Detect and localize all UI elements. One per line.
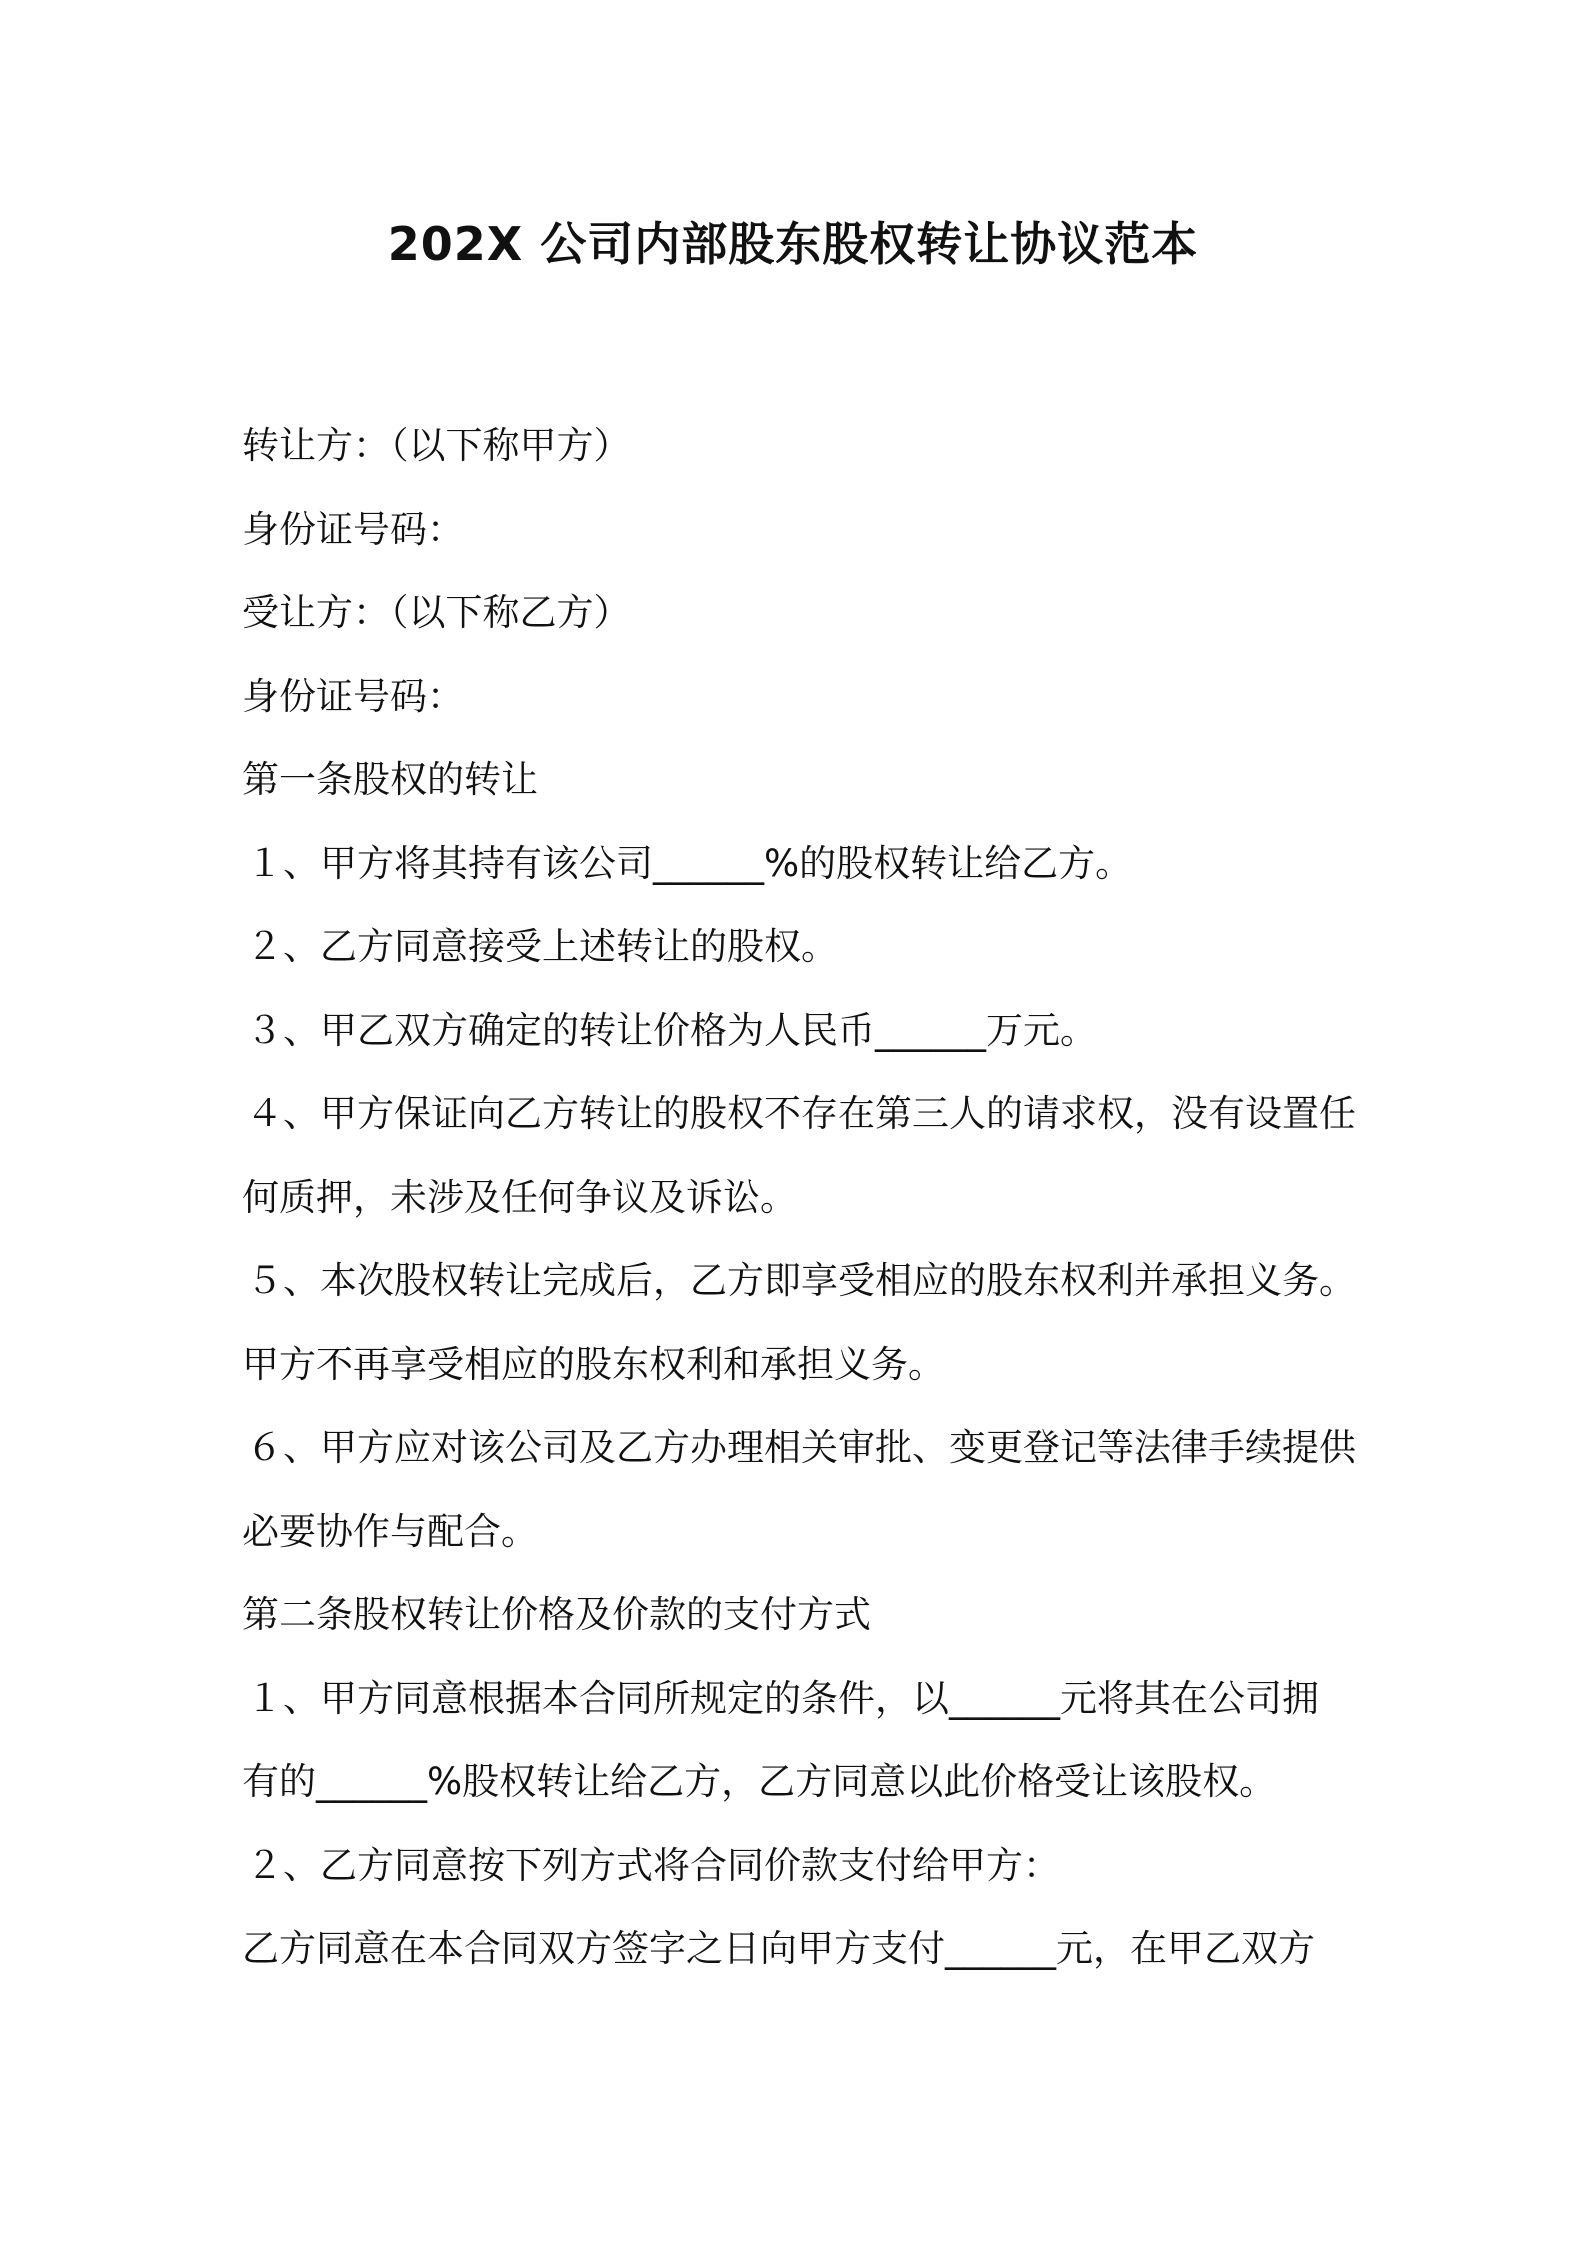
article-2-item-1-cont: 有的______%股权转让给乙方，乙方同意以此价格受让该股权。 (242, 1760, 1277, 1803)
article-1-item-6-cont: 必要协作与配合。 (242, 1509, 538, 1553)
document-title: 202X 公司内部股东股权转让协议范本 (387, 217, 1199, 271)
article-2-item-2: ２、乙方同意按下列方式将合同价款支付给甲方： (246, 1843, 1060, 1887)
transferee-id-line: 身份证号码： (242, 674, 464, 718)
transferor-id-line: 身份证号码： (242, 507, 464, 551)
transferor-line: 转让方：（以下称甲方） (242, 424, 631, 467)
document-body (242, 404, 1356, 1991)
article-2-payment-line: 乙方同意在本合同双方签字之日向甲方支付______元，在甲乙双方 (242, 1927, 1315, 1970)
article-1-item-4: ４、甲方保证向乙方转让的股权不存在第三人的请求权，没有设置任 (246, 1092, 1356, 1135)
article-1-item-6: ６、甲方应对该公司及乙方办理相关审批、变更登记等法律手续提供 (246, 1426, 1356, 1469)
article-1-item-5-cont: 甲方不再享受相应的股东权利和承担义务。 (242, 1342, 945, 1386)
transferee-line: 受让方：（以下称乙方） (242, 591, 631, 634)
article-1-item-5: ５、本次股权转让完成后，乙方即享受相应的股东权利并承担义务。 (246, 1259, 1356, 1302)
article-1-item-2: ２、乙方同意接受上述转让的股权。 (246, 925, 838, 968)
article-2-heading: 第二条股权转让价格及价款的支付方式 (242, 1593, 871, 1636)
article-2-item-1: １、甲方同意根据本合同所规定的条件，以______元将其在公司拥 (246, 1676, 1319, 1720)
article-1-item-3: ３、甲乙双方确定的转让价格为人民币______万元。 (246, 1008, 1097, 1052)
article-1-heading: 第一条股权的转让 (242, 758, 538, 801)
article-1-item-1: １、甲方将其持有该公司______%的股权转让给乙方。 (246, 841, 1133, 885)
article-1-item-4-cont: 何质押，未涉及任何争议及诉讼。 (242, 1175, 797, 1219)
